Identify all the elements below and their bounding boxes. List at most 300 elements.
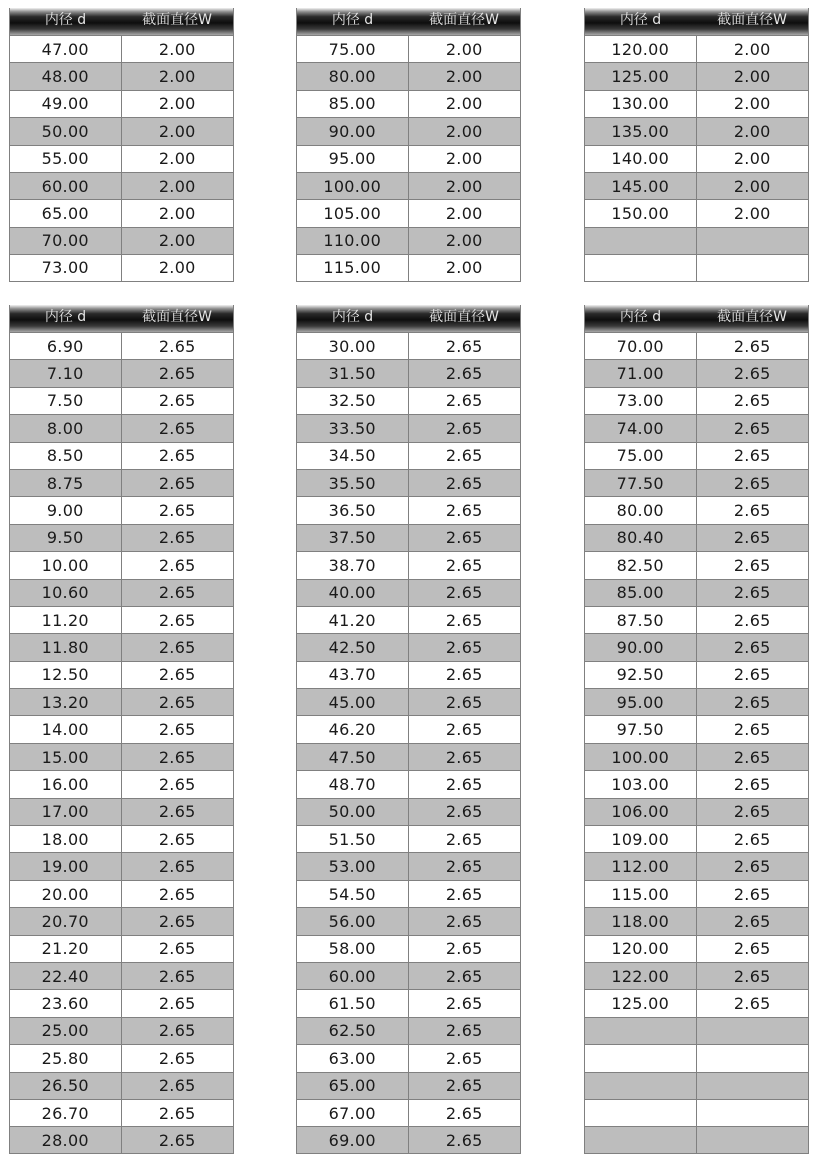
cell-section-diameter: 2.65 — [733, 747, 771, 767]
table-row — [585, 469, 808, 496]
cell-section-diameter: 2.65 — [158, 583, 196, 603]
cell-inner-diameter: 13.20 — [10, 689, 122, 715]
cell-section-diameter: 2.65 — [158, 665, 196, 685]
table-row — [10, 117, 233, 144]
table-row — [10, 442, 233, 469]
cell-inner-diameter: 16.00 — [10, 771, 122, 797]
cell-inner-diameter: 53.00 — [297, 853, 409, 879]
size-table — [296, 305, 521, 1154]
cell-section-diameter: 2.65 — [733, 501, 771, 521]
cell-section-diameter: 2.65 — [733, 829, 771, 849]
table-row — [585, 579, 808, 606]
cell-section-diameter: 2.65 — [445, 994, 483, 1014]
table-row — [297, 524, 520, 551]
header-section-diameter: 截面直径W — [142, 12, 212, 28]
table-row — [585, 715, 808, 742]
table-header — [585, 8, 808, 35]
table-row — [585, 743, 808, 770]
table-row — [10, 145, 233, 172]
cell-section-diameter: 2.00 — [158, 94, 196, 114]
cell-inner-diameter — [585, 255, 697, 280]
cell-section-diameter — [697, 1018, 809, 1044]
cell-section-diameter: 2.65 — [158, 939, 196, 959]
cell-section-diameter: 2.65 — [445, 1021, 483, 1041]
header-section-diameter: 截面直径W — [717, 12, 787, 28]
table-row — [10, 907, 233, 934]
table-row — [297, 199, 520, 226]
cell-section-diameter: 2.00 — [158, 67, 196, 87]
table-row — [297, 254, 520, 281]
table-row — [585, 688, 808, 715]
cell-inner-diameter: 21.20 — [10, 936, 122, 962]
cell-section-diameter — [697, 255, 809, 280]
cell-inner-diameter: 130.00 — [585, 91, 697, 117]
cell-inner-diameter: 45.00 — [297, 689, 409, 715]
cell-inner-diameter: 41.20 — [297, 607, 409, 633]
cell-inner-diameter: 28.00 — [10, 1127, 122, 1152]
cell-inner-diameter: 110.00 — [297, 228, 409, 254]
cell-inner-diameter: 8.50 — [10, 443, 122, 469]
cell-section-diameter: 2.00 — [445, 94, 483, 114]
cell-section-diameter: 2.65 — [158, 857, 196, 877]
cell-inner-diameter: 7.50 — [10, 388, 122, 414]
size-table — [9, 8, 234, 282]
table-row — [10, 606, 233, 633]
cell-section-diameter: 2.65 — [733, 994, 771, 1014]
cell-inner-diameter: 20.00 — [10, 881, 122, 907]
cell-inner-diameter: 115.00 — [297, 255, 409, 280]
cell-section-diameter: 2.65 — [158, 1103, 196, 1123]
cell-inner-diameter: 74.00 — [585, 415, 697, 441]
header-inner-diameter: 内径 d — [331, 12, 374, 28]
table-header — [297, 8, 520, 35]
cell-inner-diameter: 54.50 — [297, 881, 409, 907]
cell-inner-diameter: 15.00 — [10, 744, 122, 770]
cell-inner-diameter: 120.00 — [585, 36, 697, 62]
cell-inner-diameter: 109.00 — [585, 826, 697, 852]
cell-section-diameter: 2.65 — [158, 528, 196, 548]
cell-inner-diameter: 43.70 — [297, 662, 409, 688]
table-row — [585, 254, 808, 281]
cell-section-diameter: 2.65 — [733, 884, 771, 904]
cell-inner-diameter: 50.00 — [10, 118, 122, 144]
table-row — [10, 579, 233, 606]
cell-inner-diameter: 80.00 — [297, 63, 409, 89]
cell-section-diameter — [697, 1045, 809, 1071]
cell-section-diameter: 2.65 — [445, 884, 483, 904]
table-row — [585, 825, 808, 852]
table-row — [585, 496, 808, 523]
cell-inner-diameter — [585, 1073, 697, 1099]
table-row — [297, 387, 520, 414]
table-row — [297, 715, 520, 742]
cell-inner-diameter: 55.00 — [10, 146, 122, 172]
cell-section-diameter: 2.65 — [158, 774, 196, 794]
table-row — [585, 442, 808, 469]
table-row — [297, 62, 520, 89]
cell-section-diameter: 2.65 — [445, 364, 483, 384]
cell-section-diameter: 2.65 — [733, 555, 771, 575]
cell-section-diameter: 2.65 — [158, 418, 196, 438]
cell-section-diameter — [697, 1073, 809, 1099]
table-row — [297, 145, 520, 172]
cell-inner-diameter: 49.00 — [10, 91, 122, 117]
cell-inner-diameter: 73.00 — [585, 388, 697, 414]
cell-section-diameter: 2.65 — [445, 583, 483, 603]
cell-section-diameter: 2.65 — [158, 884, 196, 904]
cell-section-diameter: 2.00 — [733, 94, 771, 114]
cell-inner-diameter: 145.00 — [585, 173, 697, 199]
table-row — [585, 1072, 808, 1099]
cell-section-diameter: 2.65 — [445, 1130, 483, 1150]
table-row — [585, 1017, 808, 1044]
table-row — [297, 935, 520, 962]
cell-inner-diameter: 63.00 — [297, 1045, 409, 1071]
cell-section-diameter — [697, 1127, 809, 1152]
table-row — [585, 880, 808, 907]
table-row — [297, 496, 520, 523]
cell-inner-diameter: 56.00 — [297, 908, 409, 934]
cell-section-diameter: 2.65 — [733, 446, 771, 466]
table-row — [10, 852, 233, 879]
table-row — [297, 117, 520, 144]
size-table — [296, 8, 521, 282]
cell-section-diameter: 2.00 — [445, 149, 483, 169]
cell-inner-diameter: 25.00 — [10, 1018, 122, 1044]
cell-section-diameter — [697, 228, 809, 254]
table-header — [585, 305, 808, 332]
cell-section-diameter: 2.65 — [445, 391, 483, 411]
cell-inner-diameter: 80.00 — [585, 497, 697, 523]
cell-inner-diameter: 118.00 — [585, 908, 697, 934]
table-row — [297, 1044, 520, 1071]
cell-inner-diameter: 67.00 — [297, 1100, 409, 1126]
cell-section-diameter: 2.00 — [158, 176, 196, 196]
table-row — [297, 172, 520, 199]
cell-section-diameter: 2.65 — [158, 364, 196, 384]
table-row — [297, 852, 520, 879]
table-row — [585, 935, 808, 962]
table-row — [297, 1072, 520, 1099]
cell-inner-diameter: 61.50 — [297, 990, 409, 1016]
cell-inner-diameter — [585, 1100, 697, 1126]
cell-inner-diameter: 120.00 — [585, 936, 697, 962]
cell-inner-diameter: 80.40 — [585, 525, 697, 551]
cell-section-diameter: 2.65 — [158, 473, 196, 493]
cell-inner-diameter: 150.00 — [585, 200, 697, 226]
table-row — [10, 633, 233, 660]
cell-section-diameter: 2.65 — [733, 336, 771, 356]
cell-inner-diameter: 65.00 — [297, 1073, 409, 1099]
cell-section-diameter: 2.65 — [733, 473, 771, 493]
table-row — [10, 1044, 233, 1071]
cell-inner-diameter: 58.00 — [297, 936, 409, 962]
cell-section-diameter: 2.65 — [733, 720, 771, 740]
cell-section-diameter: 2.00 — [445, 204, 483, 224]
cell-section-diameter: 2.65 — [158, 966, 196, 986]
table-row — [10, 661, 233, 688]
cell-inner-diameter: 6.90 — [10, 333, 122, 359]
header-inner-diameter: 内径 d — [44, 12, 87, 28]
cell-section-diameter: 2.65 — [445, 939, 483, 959]
cell-inner-diameter: 90.00 — [585, 634, 697, 660]
cell-inner-diameter: 18.00 — [10, 826, 122, 852]
cell-section-diameter: 2.65 — [733, 583, 771, 603]
cell-inner-diameter: 33.50 — [297, 415, 409, 441]
table-row — [297, 359, 520, 386]
cell-inner-diameter — [585, 228, 697, 254]
table-row — [585, 852, 808, 879]
cell-inner-diameter: 90.00 — [297, 118, 409, 144]
table-row — [585, 62, 808, 89]
cell-section-diameter: 2.65 — [445, 857, 483, 877]
header-inner-diameter: 内径 d — [44, 309, 87, 325]
cell-inner-diameter: 48.00 — [10, 63, 122, 89]
header-section-diameter: 截面直径W — [142, 309, 212, 325]
cell-inner-diameter: 10.60 — [10, 580, 122, 606]
cell-inner-diameter: 75.00 — [585, 443, 697, 469]
table-row — [10, 496, 233, 523]
cell-section-diameter: 2.65 — [158, 610, 196, 630]
cell-inner-diameter: 48.70 — [297, 771, 409, 797]
table-row — [297, 90, 520, 117]
header-section-diameter: 截面直径W — [429, 309, 499, 325]
cell-inner-diameter: 71.00 — [585, 360, 697, 386]
cell-inner-diameter: 8.75 — [10, 470, 122, 496]
table-row — [10, 798, 233, 825]
cell-section-diameter: 2.65 — [158, 555, 196, 575]
cell-section-diameter: 2.00 — [733, 149, 771, 169]
cell-section-diameter: 2.65 — [733, 911, 771, 931]
cell-section-diameter: 2.00 — [733, 39, 771, 59]
cell-section-diameter: 2.65 — [445, 747, 483, 767]
table-row — [10, 1017, 233, 1044]
table-row — [585, 798, 808, 825]
table-row — [585, 770, 808, 797]
table-row — [585, 90, 808, 117]
cell-inner-diameter: 11.80 — [10, 634, 122, 660]
table-header — [297, 305, 520, 332]
cell-section-diameter: 2.65 — [158, 692, 196, 712]
cell-section-diameter: 2.00 — [445, 258, 483, 278]
cell-section-diameter: 2.65 — [733, 939, 771, 959]
table-row — [10, 387, 233, 414]
cell-inner-diameter: 60.00 — [297, 963, 409, 989]
cell-inner-diameter: 97.50 — [585, 716, 697, 742]
cell-inner-diameter: 19.00 — [10, 853, 122, 879]
table-row — [297, 227, 520, 254]
table-row — [297, 469, 520, 496]
table-row — [585, 1126, 808, 1153]
table-row — [297, 880, 520, 907]
cell-section-diameter: 2.65 — [158, 1076, 196, 1096]
cell-section-diameter: 2.65 — [445, 1048, 483, 1068]
table-row — [10, 688, 233, 715]
cell-section-diameter: 2.00 — [158, 39, 196, 59]
cell-inner-diameter: 135.00 — [585, 118, 697, 144]
table-row — [297, 332, 520, 359]
table-row — [297, 633, 520, 660]
cell-inner-diameter: 62.50 — [297, 1018, 409, 1044]
cell-section-diameter: 2.00 — [158, 231, 196, 251]
table-row — [585, 387, 808, 414]
table-row — [297, 579, 520, 606]
table-row — [10, 935, 233, 962]
cell-inner-diameter: 77.50 — [585, 470, 697, 496]
cell-inner-diameter: 25.80 — [10, 1045, 122, 1071]
cell-section-diameter — [697, 1100, 809, 1126]
cell-inner-diameter: 95.00 — [297, 146, 409, 172]
table-row — [585, 907, 808, 934]
cell-section-diameter: 2.65 — [445, 446, 483, 466]
size-table — [584, 8, 809, 282]
header-section-diameter: 截面直径W — [429, 12, 499, 28]
table-row — [10, 172, 233, 199]
cell-inner-diameter: 42.50 — [297, 634, 409, 660]
table-row — [585, 414, 808, 441]
cell-section-diameter: 2.00 — [158, 258, 196, 278]
table-row — [585, 199, 808, 226]
cell-section-diameter: 2.65 — [733, 610, 771, 630]
table-row — [585, 332, 808, 359]
table-row — [297, 1126, 520, 1153]
table-row — [585, 962, 808, 989]
table-row — [10, 199, 233, 226]
table-row — [297, 770, 520, 797]
cell-section-diameter: 2.00 — [445, 176, 483, 196]
table-row — [10, 1072, 233, 1099]
cell-inner-diameter: 122.00 — [585, 963, 697, 989]
cell-inner-diameter: 70.00 — [585, 333, 697, 359]
table-row — [10, 715, 233, 742]
cell-inner-diameter: 125.00 — [585, 63, 697, 89]
cell-inner-diameter: 105.00 — [297, 200, 409, 226]
cell-section-diameter: 2.65 — [733, 857, 771, 877]
cell-section-diameter: 2.65 — [733, 528, 771, 548]
table-row — [297, 1017, 520, 1044]
cell-section-diameter: 2.65 — [445, 473, 483, 493]
table-row — [297, 825, 520, 852]
cell-inner-diameter: 50.00 — [297, 799, 409, 825]
cell-section-diameter: 2.65 — [733, 665, 771, 685]
cell-section-diameter: 2.65 — [445, 501, 483, 521]
table-row — [10, 989, 233, 1016]
table-row — [10, 227, 233, 254]
cell-section-diameter: 2.65 — [445, 720, 483, 740]
cell-section-diameter: 2.00 — [733, 121, 771, 141]
cell-section-diameter: 2.65 — [733, 391, 771, 411]
cell-inner-diameter: 82.50 — [585, 552, 697, 578]
table-row — [10, 825, 233, 852]
table-row — [297, 1099, 520, 1126]
cell-inner-diameter: 112.00 — [585, 853, 697, 879]
header-inner-diameter: 内径 d — [331, 309, 374, 325]
table-row — [585, 35, 808, 62]
cell-inner-diameter: 32.50 — [297, 388, 409, 414]
cell-section-diameter: 2.65 — [445, 692, 483, 712]
cell-inner-diameter: 115.00 — [585, 881, 697, 907]
table-row — [297, 907, 520, 934]
cell-section-diameter: 2.65 — [445, 802, 483, 822]
table-row — [10, 414, 233, 441]
size-table — [9, 305, 234, 1154]
cell-section-diameter: 2.65 — [158, 391, 196, 411]
cell-section-diameter: 2.65 — [445, 1103, 483, 1123]
cell-inner-diameter: 65.00 — [10, 200, 122, 226]
table-row — [297, 35, 520, 62]
cell-section-diameter: 2.65 — [733, 966, 771, 986]
cell-section-diameter: 2.65 — [158, 637, 196, 657]
cell-section-diameter: 2.65 — [445, 774, 483, 794]
cell-inner-diameter: 7.10 — [10, 360, 122, 386]
cell-section-diameter: 2.65 — [733, 364, 771, 384]
cell-inner-diameter: 9.00 — [10, 497, 122, 523]
cell-inner-diameter: 17.00 — [10, 799, 122, 825]
cell-inner-diameter: 103.00 — [585, 771, 697, 797]
table-row — [585, 117, 808, 144]
cell-inner-diameter: 85.00 — [585, 580, 697, 606]
cell-section-diameter: 2.65 — [158, 1048, 196, 1068]
table-row — [10, 359, 233, 386]
cell-inner-diameter: 87.50 — [585, 607, 697, 633]
cell-section-diameter: 2.65 — [445, 528, 483, 548]
header-inner-diameter: 内径 d — [619, 12, 662, 28]
cell-section-diameter: 2.00 — [733, 176, 771, 196]
cell-section-diameter: 2.65 — [158, 336, 196, 356]
cell-inner-diameter: 47.00 — [10, 36, 122, 62]
cell-section-diameter: 2.65 — [445, 555, 483, 575]
cell-inner-diameter: 31.50 — [297, 360, 409, 386]
cell-section-diameter: 2.00 — [158, 121, 196, 141]
table-row — [585, 606, 808, 633]
table-row — [585, 359, 808, 386]
table-row — [10, 35, 233, 62]
table-row — [297, 743, 520, 770]
cell-inner-diameter: 75.00 — [297, 36, 409, 62]
size-table — [584, 305, 809, 1154]
cell-inner-diameter: 26.70 — [10, 1100, 122, 1126]
cell-section-diameter: 2.00 — [158, 149, 196, 169]
table-header — [10, 305, 233, 332]
cell-inner-diameter: 100.00 — [585, 744, 697, 770]
table-row — [10, 770, 233, 797]
table-row — [10, 469, 233, 496]
cell-section-diameter: 2.65 — [158, 446, 196, 466]
cell-inner-diameter: 69.00 — [297, 1127, 409, 1152]
table-header — [10, 8, 233, 35]
cell-inner-diameter: 60.00 — [10, 173, 122, 199]
cell-section-diameter: 2.65 — [733, 418, 771, 438]
cell-section-diameter: 2.65 — [445, 336, 483, 356]
cell-section-diameter: 2.65 — [445, 911, 483, 931]
cell-section-diameter: 2.00 — [733, 67, 771, 87]
cell-inner-diameter: 73.00 — [10, 255, 122, 280]
table-row — [297, 414, 520, 441]
cell-inner-diameter: 37.50 — [297, 525, 409, 551]
cell-inner-diameter: 30.00 — [297, 333, 409, 359]
cell-inner-diameter: 10.00 — [10, 552, 122, 578]
cell-section-diameter: 2.65 — [158, 829, 196, 849]
cell-section-diameter: 2.65 — [445, 1076, 483, 1096]
table-row — [585, 227, 808, 254]
cell-inner-diameter: 11.20 — [10, 607, 122, 633]
cell-inner-diameter: 22.40 — [10, 963, 122, 989]
cell-section-diameter: 2.00 — [445, 67, 483, 87]
cell-section-diameter: 2.65 — [158, 747, 196, 767]
table-row — [585, 1044, 808, 1071]
cell-inner-diameter: 46.20 — [297, 716, 409, 742]
cell-section-diameter: 2.00 — [733, 204, 771, 224]
